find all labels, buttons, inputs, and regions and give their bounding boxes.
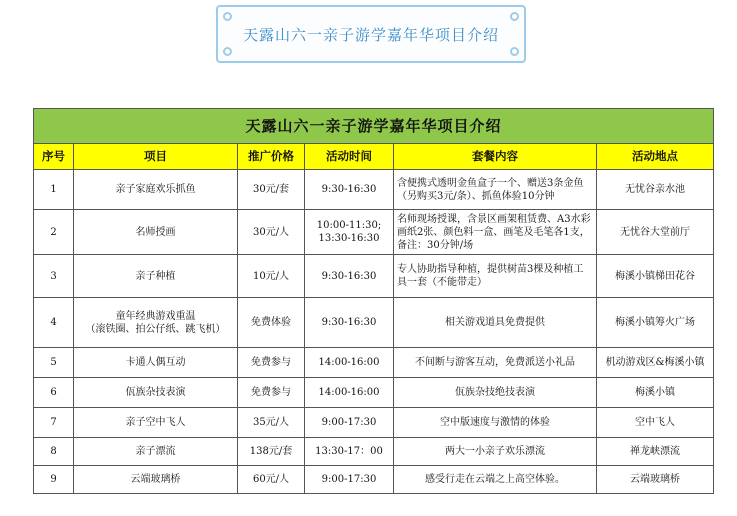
cell-price: 30元/人 (238, 210, 305, 255)
table-row (34, 298, 714, 348)
header-no: 序号 (34, 144, 74, 170)
cell-place: 无忧谷亲水池 (597, 170, 714, 210)
cell-place: 梅溪小镇梯田花谷 (597, 255, 714, 298)
cell-content: 名师现场授课，含景区画架租赁费、A3水彩画纸2张、颜色料一盒、画笔及毛笔各1支，备注：30分钟/场 (394, 210, 597, 255)
corner-dot-icon (223, 12, 232, 21)
table-row (34, 438, 714, 466)
cell-place: 梅溪小镇筹火广场 (597, 298, 714, 348)
cell-price: 30元/套 (238, 170, 305, 210)
cell-price: 免费体验 (238, 298, 305, 348)
cell-item: 亲子空中飞人 (74, 408, 238, 438)
banner (216, 5, 526, 63)
cell-price: 10元/人 (238, 255, 305, 298)
cell-time: 13:30-17：00 (305, 438, 394, 466)
cell-no: 6 (34, 378, 74, 408)
table-row (34, 210, 714, 255)
corner-dot-icon (510, 12, 519, 21)
cell-item: 亲子家庭欢乐抓鱼 (74, 170, 238, 210)
cell-content: 含便携式透明金鱼盒子一个、赠送3条金鱼（另购买3元/条）、抓鱼体验10分钟 (394, 170, 597, 210)
header-price: 推广价格 (238, 144, 305, 170)
cell-no: 4 (34, 298, 74, 348)
cell-time: 10:00-11:30; 13:30-16:30 (305, 210, 394, 255)
cell-content: 感受行走在云端之上高空体验。 (394, 466, 597, 494)
cell-no: 3 (34, 255, 74, 298)
cell-no: 5 (34, 348, 74, 378)
cell-time: 9:00-17:30 (305, 466, 394, 494)
cell-place: 梅溪小镇 (597, 378, 714, 408)
cell-item: 亲子种植 (74, 255, 238, 298)
cell-place: 空中飞人 (597, 408, 714, 438)
corner-dot-icon (223, 47, 232, 56)
cell-price: 免费参与 (238, 378, 305, 408)
table-row (34, 170, 714, 210)
table-header-row (34, 144, 714, 170)
cell-no: 9 (34, 466, 74, 494)
cell-content: 佤族杂技绝技表演 (394, 378, 597, 408)
cell-no: 8 (34, 438, 74, 466)
cell-no: 7 (34, 408, 74, 438)
cell-time: 14:00-16:00 (305, 378, 394, 408)
cell-place: 云端玻璃桥 (597, 466, 714, 494)
cell-time: 14:00-16:00 (305, 348, 394, 378)
cell-price: 免费参与 (238, 348, 305, 378)
cell-item: 云端玻璃桥 (74, 466, 238, 494)
table-title-row (34, 109, 714, 144)
cell-place: 禅龙峡漂流 (597, 438, 714, 466)
table-row (34, 378, 714, 408)
cell-price: 60元/人 (238, 466, 305, 494)
project-table (33, 108, 714, 494)
cell-item: 名师授画 (74, 210, 238, 255)
cell-content: 专人协助指导种植，提供树苗3棵及种植工具一套（不能带走） (394, 255, 597, 298)
cell-content: 相关游戏道具免费提供 (394, 298, 597, 348)
table-row (34, 408, 714, 438)
header-content: 套餐内容 (394, 144, 597, 170)
cell-place: 机动游戏区&梅溪小镇 (597, 348, 714, 378)
header-time: 活动时间 (305, 144, 394, 170)
cell-time: 9:30-16:30 (305, 298, 394, 348)
table-row (34, 348, 714, 378)
cell-place: 无忧谷大堂前厅 (597, 210, 714, 255)
cell-price: 35元/人 (238, 408, 305, 438)
table-row (34, 466, 714, 494)
cell-content: 两大一小亲子欢乐漂流 (394, 438, 597, 466)
cell-price: 138元/套 (238, 438, 305, 466)
cell-item: 佤族杂技表演 (74, 378, 238, 408)
cell-time: 9:30-16:30 (305, 170, 394, 210)
cell-no: 2 (34, 210, 74, 255)
cell-content: 空中版速度与激情的体验 (394, 408, 597, 438)
cell-no: 1 (34, 170, 74, 210)
cell-item: 童年经典游戏重温 （滚铁圈、拍公仔纸、跳飞机） (74, 298, 238, 348)
header-item: 项目 (74, 144, 238, 170)
header-place: 活动地点 (597, 144, 714, 170)
cell-time: 9:30-16:30 (305, 255, 394, 298)
table-title: 天露山六一亲子游学嘉年华项目介绍 (34, 109, 714, 144)
cell-content: 不间断与游客互动，免费派送小礼品 (394, 348, 597, 378)
cell-time: 9:00-17:30 (305, 408, 394, 438)
table-row (34, 255, 714, 298)
cell-item: 卡通人偶互动 (74, 348, 238, 378)
banner-title: 天露山六一亲子游学嘉年华项目介绍 (242, 25, 499, 44)
corner-dot-icon (510, 47, 519, 56)
cell-item: 亲子漂流 (74, 438, 238, 466)
